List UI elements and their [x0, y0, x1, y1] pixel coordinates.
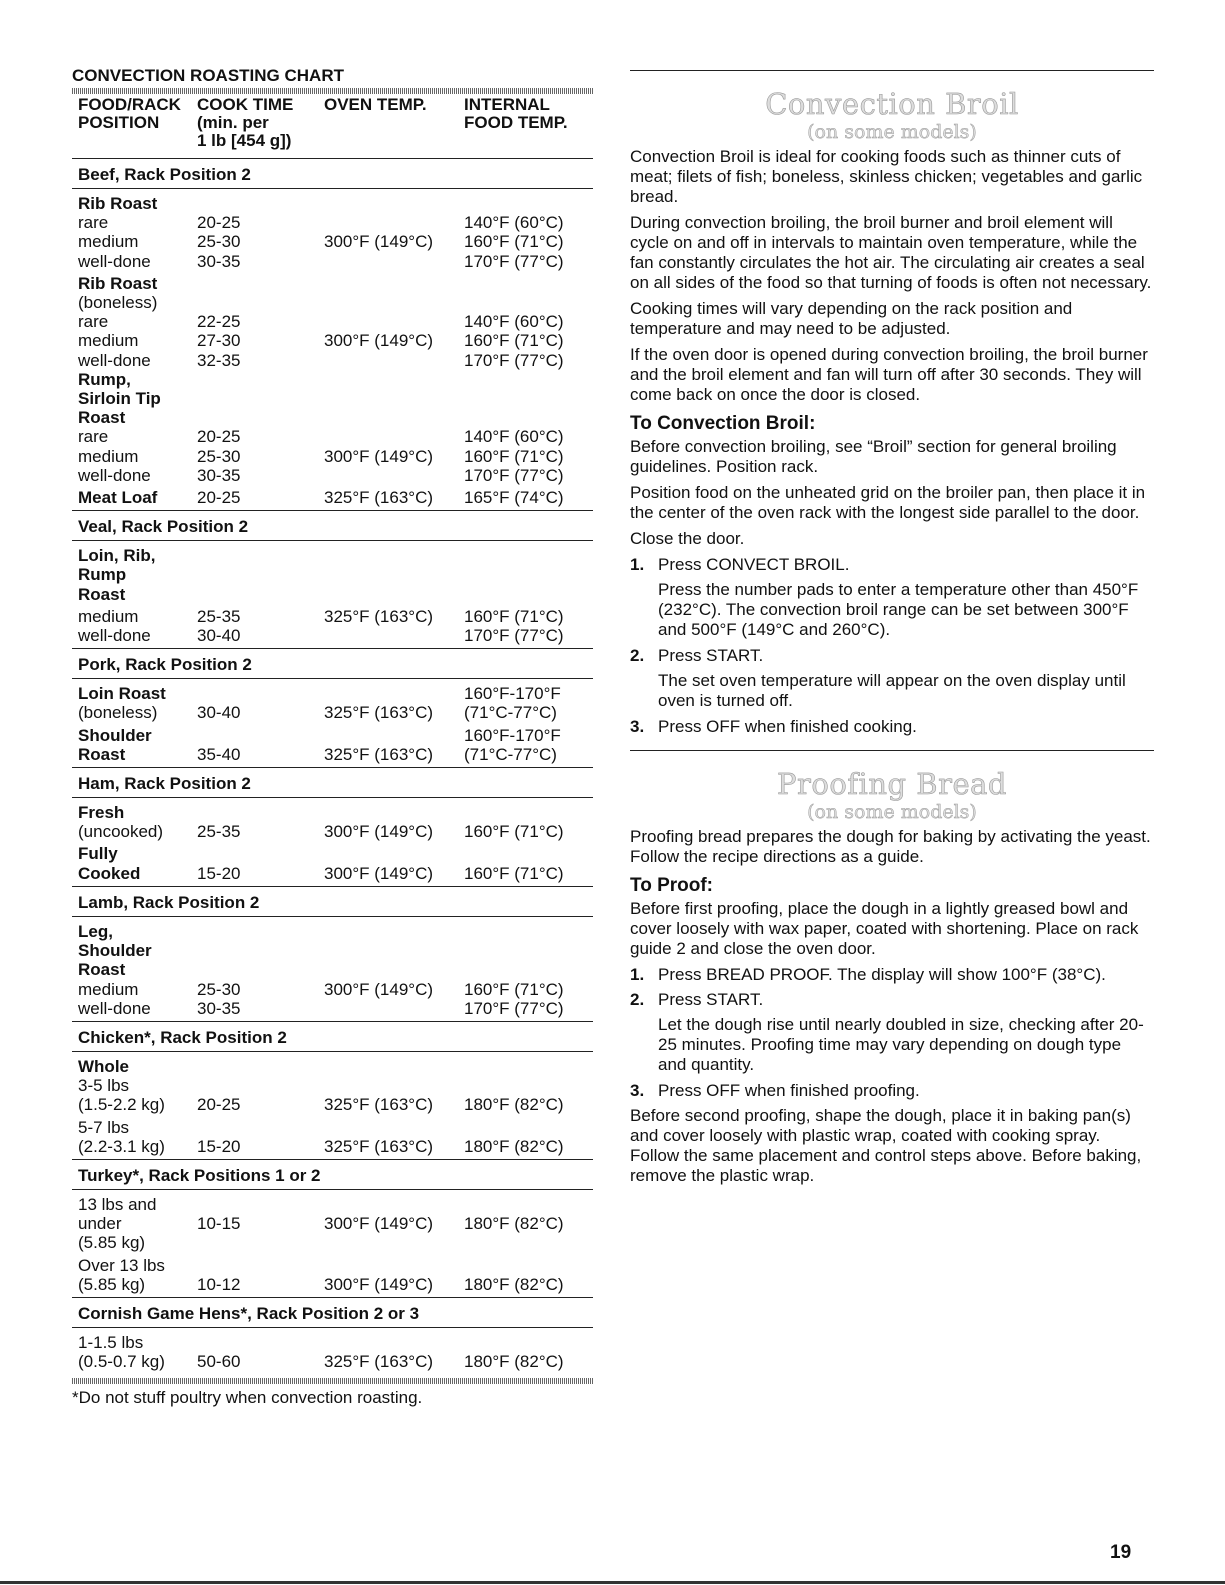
cell-food: rare: [78, 427, 109, 447]
cell-food: Whole: [78, 1056, 129, 1076]
cell-food: well-done: [78, 998, 151, 1018]
cell-cook-time: 15-20: [197, 1136, 241, 1156]
cell-food: medium: [78, 446, 139, 466]
section-body: [72, 917, 593, 1022]
cell-food: (boneless): [78, 703, 158, 723]
cell-internal-temp: 140°F (60°C): [464, 312, 564, 332]
cell-oven-temp: [324, 312, 464, 331]
cell-cook-time: 25-30: [197, 446, 241, 466]
cell-internal-temp: 180°F (82°C): [464, 1352, 564, 1372]
step-text: Press CONVECT BROIL.: [658, 555, 850, 574]
table-row: [72, 213, 593, 232]
cell-internal-temp: 170°F (77°C): [464, 465, 564, 485]
section-header: Beef, Rack Position 2: [72, 159, 593, 189]
cell-food: Fresh: [78, 803, 125, 823]
paragraph: Close the door.: [630, 529, 745, 548]
table-row: [72, 1118, 593, 1137]
paragraph: Convection Broil is ideal for cooking foods such as thinner cuts of meat; filets of fish; boneless, skinless chicken; vegetables and garlic bread.: [630, 147, 1143, 206]
cell-oven-temp: [324, 351, 464, 370]
cell-oven-temp: 300°F (149°C): [324, 232, 434, 252]
cell-oven-temp: 325°F (163°C): [324, 1352, 434, 1372]
cell-internal-temp: 160°F (71°C): [464, 446, 564, 466]
cell-cook-time: [197, 293, 324, 312]
cell-internal-temp: 170°F (77°C): [464, 251, 564, 271]
cell-food: Loin, Rib, Rump Roast: [78, 546, 156, 604]
cell-food: 3-5 lbs: [78, 1076, 130, 1096]
cell-internal-temp: 180°F (82°C): [464, 1214, 564, 1234]
section-body: [72, 798, 593, 887]
cell-cook-time: 22-25: [197, 312, 241, 332]
header-internal-temp: INTERNAL FOOD TEMP.: [464, 95, 568, 132]
table-row: [72, 427, 593, 446]
header-food-rack: FOOD/RACK POSITION: [78, 95, 181, 132]
cell-food: Rib Roast: [78, 273, 158, 293]
cell-food: Loin Roast: [78, 684, 166, 704]
cell-oven-temp: 325°F (163°C): [324, 1095, 434, 1115]
cell-cook-time: 25-35: [197, 606, 241, 626]
table-row: [72, 447, 593, 466]
cell-internal-temp: [464, 1195, 593, 1214]
cell-cook-time: [197, 1057, 324, 1076]
cell-oven-temp: [324, 293, 464, 312]
cell-food: Rib Roast: [78, 194, 158, 213]
cell-food: under: [78, 1214, 122, 1234]
roasting-chart: [72, 66, 593, 1408]
cell-oven-temp: 300°F (149°C): [324, 446, 434, 466]
cell-cook-time: 30-40: [197, 626, 241, 646]
cell-cook-time: 20-25: [197, 488, 241, 508]
table-row: [72, 844, 593, 863]
step-text: Press START.: [658, 646, 764, 665]
cell-cook-time: 32-35: [197, 350, 241, 370]
proof-step: [630, 965, 1154, 985]
cell-cook-time: [197, 546, 324, 604]
right-column: [630, 70, 1154, 1192]
cell-food: Leg, Shoulder Roast: [78, 921, 152, 980]
cell-cook-time: 25-35: [197, 822, 241, 842]
paragraph: Before second proofing, shape the dough, place it in baking pan(s) and cover loosely with plastic wrap, coated with cooking spray. Follow the same placement and control steps above. Before baking, remove the plastic wrap.: [630, 1106, 1142, 1185]
cell-internal-temp: [464, 1076, 593, 1095]
cell-oven-temp: 300°F (149°C): [324, 979, 434, 999]
cell-oven-temp: [324, 1118, 464, 1137]
page-number: 19: [1110, 1542, 1132, 1563]
cell-food: 5-7 lbs: [78, 1117, 130, 1137]
cell-food: (0.5-0.7 kg): [78, 1352, 165, 1372]
cell-internal-temp: 180°F (82°C): [464, 1136, 564, 1156]
broil-step: [630, 646, 1154, 666]
convection-broil-subtitle: (on some models): [807, 121, 977, 143]
cell-internal-temp: [464, 922, 593, 980]
cell-internal-temp: (71°C-77°C): [464, 744, 557, 764]
table-row: [72, 351, 593, 370]
chart-sections: [72, 159, 593, 1374]
cell-food: well-done: [78, 626, 151, 646]
step-number: 3.: [630, 1081, 645, 1100]
cell-food: well-done: [78, 251, 151, 271]
cell-oven-temp: [324, 466, 464, 485]
cell-cook-time: [197, 1118, 324, 1137]
cell-internal-temp: [464, 1057, 593, 1076]
cell-internal-temp: 160°F-170°F: [464, 725, 561, 745]
cell-oven-temp: [324, 1333, 464, 1352]
cell-cook-time: 20-25: [197, 1095, 241, 1115]
cell-oven-temp: 300°F (149°C): [324, 331, 434, 351]
section-body: [72, 1052, 593, 1160]
cell-internal-temp: (71°C-77°C): [464, 703, 557, 723]
table-row: [72, 546, 593, 604]
cell-food: medium: [78, 331, 139, 351]
table-row: [72, 331, 593, 350]
cell-oven-temp: [324, 1057, 464, 1076]
table-row: [72, 607, 593, 626]
section-header: Chicken*, Rack Position 2: [72, 1022, 593, 1052]
paragraph: If the oven door is opened during convection broiling, the broil burner and the broil element and fan will turn off after 30 seconds. They will come back on once the door is closed.: [630, 345, 1148, 404]
cell-cook-time: [197, 274, 324, 293]
cell-oven-temp: [324, 999, 464, 1018]
cell-cook-time: 10-12: [197, 1274, 241, 1294]
table-row: [72, 703, 593, 722]
cell-food: rare: [78, 312, 109, 332]
cell-internal-temp: [464, 803, 593, 822]
table-row: [72, 684, 593, 703]
step-number: 2.: [630, 990, 645, 1009]
cell-internal-temp: 160°F (71°C): [464, 979, 564, 999]
broil-step: [630, 717, 1154, 737]
paragraph: Proofing bread prepares the dough for baking by activating the yeast. Follow the recipe directions as a guide.: [630, 827, 1151, 866]
cell-food: (boneless): [78, 293, 158, 313]
table-row: [72, 293, 593, 312]
paragraph: Cooking times will vary depending on the rack position and temperature and may need to be adjusted.: [630, 299, 1073, 338]
cell-cook-time: 30-35: [197, 998, 241, 1018]
cell-oven-temp: 300°F (149°C): [324, 1214, 434, 1234]
table-row: [72, 232, 593, 251]
cell-internal-temp: [464, 194, 593, 213]
step-text: Press OFF when finished cooking.: [658, 717, 917, 736]
paragraph: Before convection broiling, see “Broil” section for general broiling guidelines. Position rack.: [630, 437, 1117, 476]
section-body: [72, 189, 593, 511]
cell-internal-temp: [464, 293, 593, 312]
section-header: Cornish Game Hens*, Rack Position 2 or 3: [72, 1298, 593, 1328]
step-text: Press BREAD PROOF. The display will show 100°F (38°C).: [658, 965, 1106, 984]
cell-internal-temp: 160°F (71°C): [464, 232, 564, 252]
table-row: [72, 1214, 593, 1233]
cell-cook-time: 30-40: [197, 703, 241, 723]
cell-internal-temp: 180°F (82°C): [464, 1274, 564, 1294]
table-row: [72, 745, 593, 764]
section-body: [72, 541, 593, 649]
cell-oven-temp: [324, 427, 464, 446]
cell-internal-temp: [464, 274, 593, 293]
chart-bottom-border: [72, 1378, 593, 1384]
cell-internal-temp: 160°F (71°C): [464, 863, 564, 883]
cell-food: 13 lbs and: [78, 1194, 157, 1214]
cell-internal-temp: 180°F (82°C): [464, 1095, 564, 1115]
proofing-bread-title: Proofing Bread: [777, 767, 1007, 801]
cell-food: Cooked: [78, 863, 141, 883]
cell-oven-temp: [324, 1233, 464, 1252]
cell-food: Meat Loaf: [78, 488, 158, 508]
table-row: [72, 864, 593, 883]
cell-internal-temp: 160°F (71°C): [464, 331, 564, 351]
step-number: 2.: [630, 646, 645, 665]
cell-food: 1-1.5 lbs: [78, 1332, 144, 1352]
convection-broil-paragraphs: [630, 147, 1154, 405]
cell-cook-time: 50-60: [197, 1352, 241, 1372]
cell-food: Over 13 lbs: [78, 1255, 165, 1275]
table-row: [72, 194, 593, 213]
section-header: Turkey*, Rack Positions 1 or 2: [72, 1160, 593, 1190]
step-note: Let the dough rise until nearly doubled in size, checking after 20-25 minutes. Proofing time may vary depending on dough type and quantity.: [658, 1015, 1144, 1074]
cell-internal-temp: 160°F-170°F: [464, 684, 561, 704]
cell-oven-temp: 325°F (163°C): [324, 703, 434, 723]
cell-internal-temp: 170°F (77°C): [464, 998, 564, 1018]
cell-oven-temp: [324, 922, 464, 980]
section-header: Lamb, Rack Position 2: [72, 887, 593, 917]
table-row: [72, 1057, 593, 1076]
chart-title: CONVECTION ROASTING CHART: [72, 66, 344, 85]
cell-cook-time: [197, 1233, 324, 1252]
section-header: Veal, Rack Position 2: [72, 511, 593, 541]
section-body: [72, 1328, 593, 1374]
step-number: 3.: [630, 717, 645, 736]
chart-top-border: [72, 88, 593, 94]
bottom-rule: [0, 1581, 1225, 1584]
cell-food: (2.2-3.1 kg): [78, 1136, 165, 1156]
cell-oven-temp: 325°F (163°C): [324, 488, 434, 508]
cell-internal-temp: 160°F (71°C): [464, 822, 564, 842]
table-row: [72, 1275, 593, 1294]
cell-cook-time: [197, 803, 324, 822]
table-row: [72, 274, 593, 293]
cell-food: medium: [78, 979, 139, 999]
cell-cook-time: 10-15: [197, 1214, 241, 1234]
table-row: [72, 626, 593, 645]
cell-internal-temp: 160°F (71°C): [464, 606, 564, 626]
cell-oven-temp: [324, 626, 464, 645]
cell-internal-temp: [464, 1118, 593, 1137]
section-body: [72, 1190, 593, 1298]
cell-oven-temp: 325°F (163°C): [324, 1136, 434, 1156]
cell-food: (5.85 kg): [78, 1274, 146, 1294]
cell-internal-temp: [464, 844, 593, 863]
chart-footnote: *Do not stuff poultry when convection roasting.: [72, 1388, 423, 1408]
step-number: 1.: [630, 555, 645, 574]
table-row: [72, 922, 593, 980]
cell-food: well-done: [78, 465, 151, 485]
cell-cook-time: [197, 194, 324, 213]
cell-oven-temp: [324, 1076, 464, 1095]
cell-oven-temp: [324, 274, 464, 293]
cell-oven-temp: [324, 194, 464, 213]
cell-internal-temp: [464, 1233, 593, 1252]
cell-oven-temp: [324, 844, 464, 863]
cell-cook-time: [197, 684, 324, 703]
table-row: [72, 1095, 593, 1114]
table-row: [72, 726, 593, 745]
cell-cook-time: 20-25: [197, 427, 241, 447]
step-note: The set oven temperature will appear on the oven display until oven is turned off.: [658, 671, 1126, 710]
section-header: Pork, Rack Position 2: [72, 649, 593, 679]
cell-food: well-done: [78, 350, 151, 370]
header-cook-time: COOK TIME (min. per 1 lb [454 g]): [197, 95, 294, 150]
cell-oven-temp: [324, 1195, 464, 1214]
cell-cook-time: 20-25: [197, 213, 241, 233]
paragraph: During convection broiling, the broil burner and broil element will cycle on and off in intervals to maintain oven temperature, while the fan constantly circulates the hot air. The circulating air creates a seal on all sides of the food so that turning of foods is often not necessary.: [630, 213, 1152, 292]
cell-food: rare: [78, 213, 109, 233]
cell-cook-time: 25-30: [197, 232, 241, 252]
table-row: [72, 980, 593, 999]
cell-oven-temp: [324, 213, 464, 232]
cell-food: medium: [78, 232, 139, 252]
section-header: Ham, Rack Position 2: [72, 768, 593, 798]
cell-oven-temp: [324, 370, 464, 428]
cell-cook-time: [197, 726, 324, 745]
cell-internal-temp: [464, 1256, 593, 1275]
broil-step: [630, 555, 1154, 575]
table-row: [72, 803, 593, 822]
proof-step: [630, 1081, 1154, 1101]
chart-header-row: [72, 96, 593, 159]
step-number: 1.: [630, 965, 645, 984]
table-row: [72, 1195, 593, 1214]
table-row: [72, 488, 593, 507]
table-row: [72, 312, 593, 331]
cell-internal-temp: [464, 1333, 593, 1352]
cell-food: Shoulder: [78, 725, 152, 745]
table-row: [72, 1233, 593, 1252]
table-row: [72, 1076, 593, 1095]
cell-internal-temp: 140°F (60°C): [464, 427, 564, 447]
header-oven-temp: OVEN TEMP.: [324, 95, 427, 114]
cell-cook-time: [197, 1333, 324, 1352]
cell-oven-temp: [324, 726, 464, 745]
section-body: [72, 679, 593, 768]
cell-oven-temp: [324, 684, 464, 703]
cell-cook-time: [197, 1195, 324, 1214]
cell-internal-temp: [464, 546, 593, 604]
paragraph: Position food on the unheated grid on the broiler pan, then place it in the center of the oven rack with the longest side parallel to the door.: [630, 483, 1146, 522]
cell-oven-temp: 300°F (149°C): [324, 863, 434, 883]
cell-food: (uncooked): [78, 822, 164, 842]
cell-cook-time: [197, 922, 324, 980]
cell-food: (1.5-2.2 kg): [78, 1095, 165, 1115]
table-row: [72, 1256, 593, 1275]
cell-internal-temp: [464, 370, 593, 428]
convection-broil-subhead: To Convection Broil:: [630, 413, 816, 434]
cell-internal-temp: 165°F (74°C): [464, 488, 564, 508]
cell-food: Roast: [78, 744, 126, 764]
cell-oven-temp: 325°F (163°C): [324, 744, 434, 764]
cell-cook-time: 27-30: [197, 331, 241, 351]
proofing-bread-subtitle: (on some models): [807, 801, 977, 823]
cell-cook-time: 30-35: [197, 251, 241, 271]
cell-cook-time: [197, 1076, 324, 1095]
cell-food: medium: [78, 606, 139, 626]
cell-internal-temp: 170°F (77°C): [464, 350, 564, 370]
cell-food: (5.85 kg): [78, 1233, 146, 1253]
table-row: [72, 1333, 593, 1352]
table-row: [72, 822, 593, 841]
cell-oven-temp: 300°F (149°C): [324, 1274, 434, 1294]
cell-food: Rump, Sirloin Tip Roast: [78, 369, 161, 428]
cell-food: Fully: [78, 844, 118, 864]
cell-cook-time: 30-35: [197, 465, 241, 485]
cell-cook-time: [197, 370, 324, 428]
table-row: [72, 466, 593, 485]
step-text: Press START.: [658, 990, 764, 1009]
table-row: [72, 999, 593, 1018]
cell-cook-time: [197, 844, 324, 863]
cell-cook-time: [197, 1256, 324, 1275]
cell-cook-time: 35-40: [197, 744, 241, 764]
cell-oven-temp: 300°F (149°C): [324, 822, 434, 842]
cell-cook-time: 15-20: [197, 863, 241, 883]
table-row: [72, 1137, 593, 1156]
step-text: Press OFF when finished proofing.: [658, 1081, 920, 1100]
table-row: [72, 252, 593, 271]
cell-cook-time: 25-30: [197, 979, 241, 999]
cell-oven-temp: [324, 546, 464, 604]
cell-internal-temp: 140°F (60°C): [464, 213, 564, 233]
cell-oven-temp: 325°F (163°C): [324, 606, 434, 626]
cell-oven-temp: [324, 803, 464, 822]
cell-oven-temp: [324, 1256, 464, 1275]
proof-step: [630, 990, 1154, 1010]
table-row: [72, 1352, 593, 1371]
cell-oven-temp: [324, 252, 464, 271]
step-note: Press the number pads to enter a temperature other than 450°F (232°C). The convection broil range can be set between 300°F and 500°F (149°C and 260°C).: [658, 580, 1139, 639]
proofing-subhead: To Proof:: [630, 875, 714, 896]
table-row: [72, 370, 593, 428]
convection-broil-title: Convection Broil: [765, 87, 1019, 121]
paragraph: Before first proofing, place the dough in a lightly greased bowl and cover loosely with wax paper, coated with shortening. Place on rack guide 2 and close the oven door.: [630, 899, 1139, 958]
cell-internal-temp: 170°F (77°C): [464, 626, 564, 646]
